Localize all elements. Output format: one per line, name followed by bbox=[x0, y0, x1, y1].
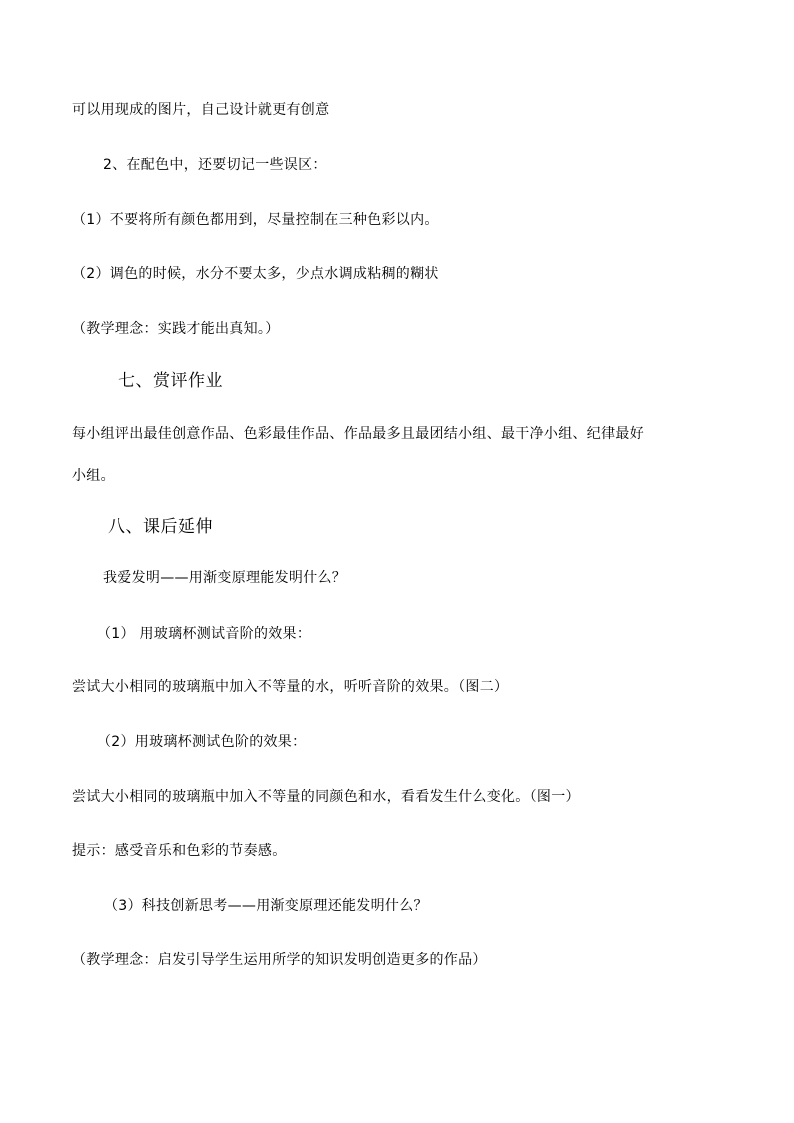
paragraph-text: 每小组评出最佳创意作品、色彩最佳作品、作品最多且最团结小组、最干净小组、纪律最好 bbox=[72, 426, 644, 442]
list-item: （1）不要将所有颜色都用到，尽量控制在三种色彩以内。 bbox=[72, 212, 439, 228]
list-item: （2）用玻璃杯测试色阶的效果： bbox=[97, 734, 307, 750]
numbered-heading: 2、在配色中，还要切记一些误区： bbox=[103, 157, 327, 173]
section-heading: 七、赏评作业 bbox=[118, 371, 223, 391]
list-item: （2）调色的时候，水分不要太多，少点水调成粘稠的糊状 bbox=[72, 266, 439, 282]
paragraph-text: 小组。 bbox=[72, 468, 115, 484]
teaching-concept-note: （教学理念：启发引导学生运用所学的知识发明创造更多的作品） bbox=[72, 952, 487, 968]
list-item: （3）科技创新思考——用渐变原理还能发明什么？ bbox=[104, 898, 428, 914]
paragraph-text: 可以用现成的图片，自己设计就更有创意 bbox=[72, 102, 330, 118]
section-heading: 八、课后延伸 bbox=[108, 517, 213, 537]
teaching-concept-note: （教学理念：实践才能出真知。） bbox=[72, 321, 280, 337]
paragraph-text: 尝试大小相同的玻璃瓶中加入不等量的同颜色和水，看看发生什么变化。（图一） bbox=[72, 789, 580, 805]
paragraph-text: 我爱发明——用渐变原理能发明什么？ bbox=[103, 570, 347, 586]
list-item: （1） 用玻璃杯测试音阶的效果： bbox=[97, 626, 312, 642]
paragraph-text: 尝试大小相同的玻璃瓶中加入不等量的水，听听音阶的效果。（图二） bbox=[72, 679, 509, 695]
tip-text: 提示：感受音乐和色彩的节奏感。 bbox=[72, 843, 287, 859]
